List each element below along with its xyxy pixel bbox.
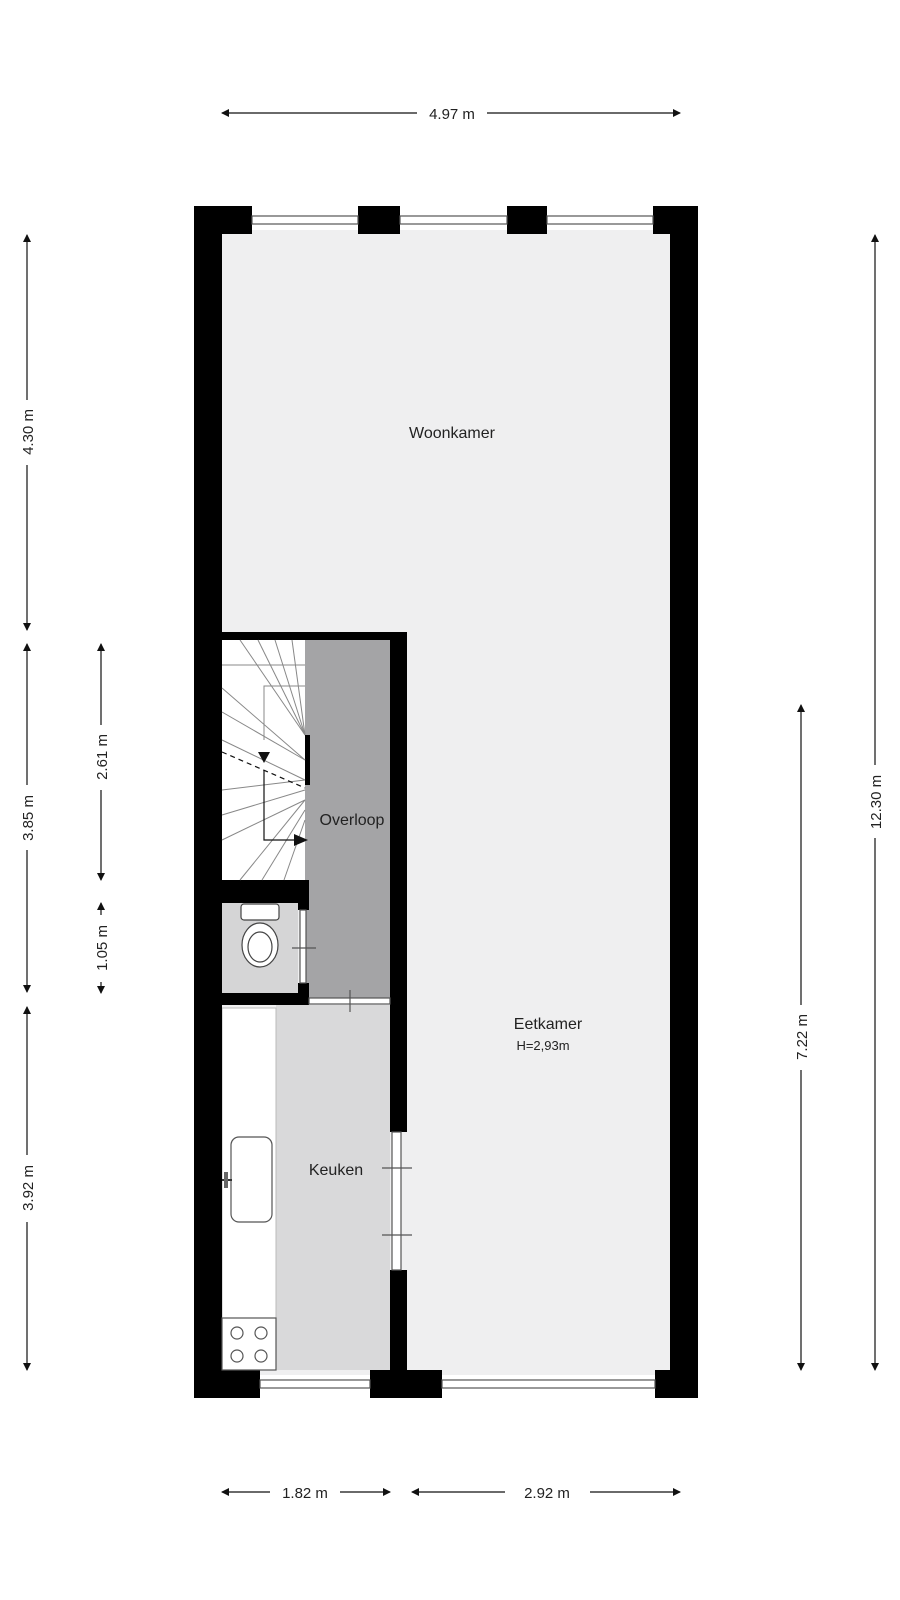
room-label-eetkamer: Eetkamer	[513, 1016, 583, 1033]
wall-top-pillar-2	[507, 206, 547, 234]
wall-top-pillar-1	[358, 206, 400, 234]
dim-left-upper: 4.30 m	[20, 409, 37, 455]
kitchen-floor	[276, 1005, 390, 1370]
window-top-3	[547, 216, 653, 224]
room-label-overloop: Overloop	[319, 812, 385, 829]
wall-toilet-right-upper	[298, 880, 309, 910]
toilet-door	[300, 910, 306, 983]
window-top-1	[252, 216, 358, 224]
dim-right-inner: 7.22 m	[794, 1014, 811, 1060]
window-top-2	[400, 216, 507, 224]
window-bottom-1	[260, 1380, 370, 1388]
toilet-icon	[241, 904, 279, 967]
dim-bottom-right: 2.92 m	[524, 1485, 570, 1502]
dim-bottom-left: 1.82 m	[282, 1485, 328, 1502]
dim-right-total: 12.30 m	[868, 774, 885, 830]
wall-core-right-upper	[390, 632, 407, 1132]
wall-top-right	[653, 206, 698, 234]
room-label-eetkamer-height: H=2,93m	[516, 1038, 570, 1053]
wall-bottom-left	[194, 1370, 260, 1398]
room-label-woonkamer: Woonkamer	[409, 425, 495, 442]
dim-inner-toilet: 1.05 m	[94, 925, 111, 971]
floors	[215, 230, 670, 1375]
stove-icon	[222, 1318, 276, 1370]
wall-toilet-bottom	[222, 993, 309, 1005]
dim-left-middle: 3.85 m	[20, 795, 37, 841]
wall-top-left	[194, 206, 252, 234]
kitchen-eetkamer-door	[392, 1132, 401, 1270]
wall-right	[670, 206, 698, 1398]
dim-left-lower: 3.92 m	[20, 1165, 37, 1211]
dim-inner-stair: 2.61 m	[94, 734, 111, 780]
dim-top-width: 4.97 m	[429, 106, 475, 123]
wall-bottom-right	[655, 1370, 698, 1398]
wall-core-right-lower	[390, 1270, 407, 1398]
window-bottom-2	[442, 1380, 655, 1388]
wall-toilet-top	[222, 880, 309, 903]
wall-left	[194, 206, 222, 1398]
room-label-keuken: Keuken	[308, 1162, 364, 1179]
wall-stair-edge	[305, 735, 310, 785]
wall-core-top	[222, 632, 407, 640]
